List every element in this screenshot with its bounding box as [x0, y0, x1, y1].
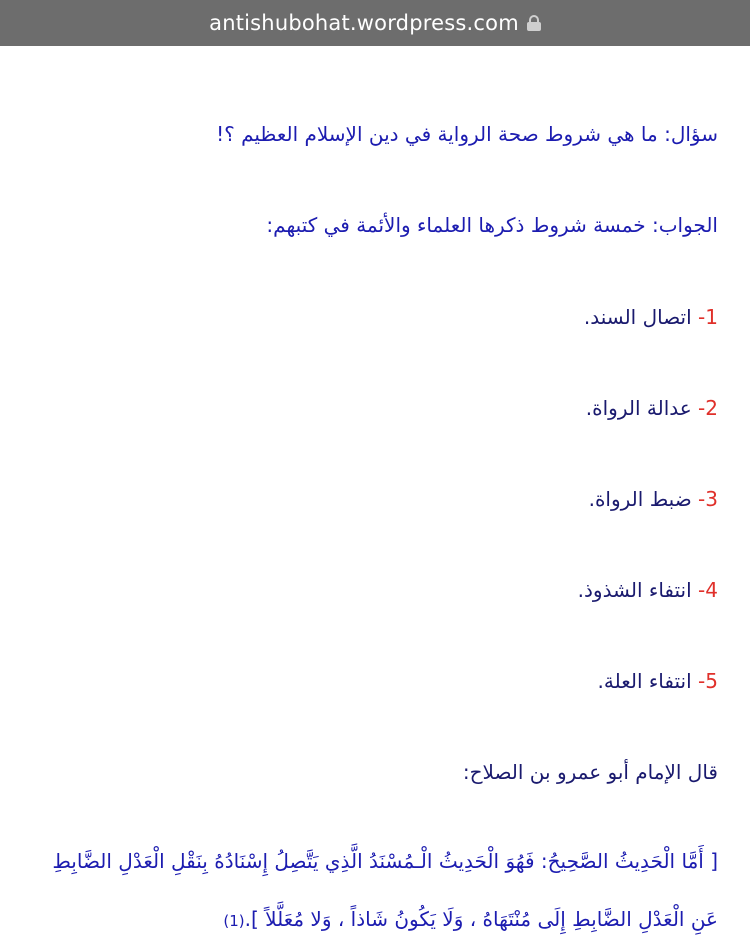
quote-intro: قال الإمام أبو عمرو بن الصلاح: [462, 760, 718, 784]
condition-item [26, 575, 718, 605]
condition-text: ضبط الرواة. [588, 487, 699, 511]
quote-text: [ أَمَّا الْحَدِيثُ الصَّحِيحُ: فَهُوَ الْحَدِيثُ الْـمُسْنَدُ الَّذِي يَتَّصِلُ إِسْنَادُهُ بِنَقْلِ الْعَدْلِ الضَّابِطِ عَنِ الْعَدْلِ الضَّابِطِ إِلَى مُنْتَهَاهُ ، وَلَا يَكُونُ شَاذاً ، وَلا مُعَلَّلاً ]. [52, 849, 718, 931]
condition-number: 5- [698, 669, 718, 693]
condition-text: انتفاء الشذوذ. [577, 578, 699, 602]
answer-text: الجواب: خمسة شروط ذكرها العلماء والأئمة في كتبهم: [266, 213, 718, 237]
footnote-ref[interactable]: (1) [223, 912, 245, 930]
condition-item [26, 484, 718, 514]
condition-text: اتصال السند. [583, 305, 699, 329]
condition-text: انتفاء العلة. [597, 669, 699, 693]
address-url[interactable]: antishubohat.wordpress.com [209, 11, 519, 35]
condition-text: عدالة الرواة. [585, 396, 699, 420]
condition-item [26, 393, 718, 423]
condition-number: 3- [698, 487, 718, 511]
condition-number: 4- [698, 578, 718, 602]
condition-item [26, 302, 718, 332]
quote-block [26, 832, 718, 950]
condition-number: 2- [698, 396, 718, 420]
condition-item [26, 666, 718, 696]
browser-address-bar[interactable] [0, 0, 750, 46]
question-text: سؤال: ما هي شروط صحة الرواية في دين الإسلام العظيم ؟! [216, 122, 718, 146]
lock-icon [527, 15, 541, 31]
condition-number: 1- [698, 305, 718, 329]
